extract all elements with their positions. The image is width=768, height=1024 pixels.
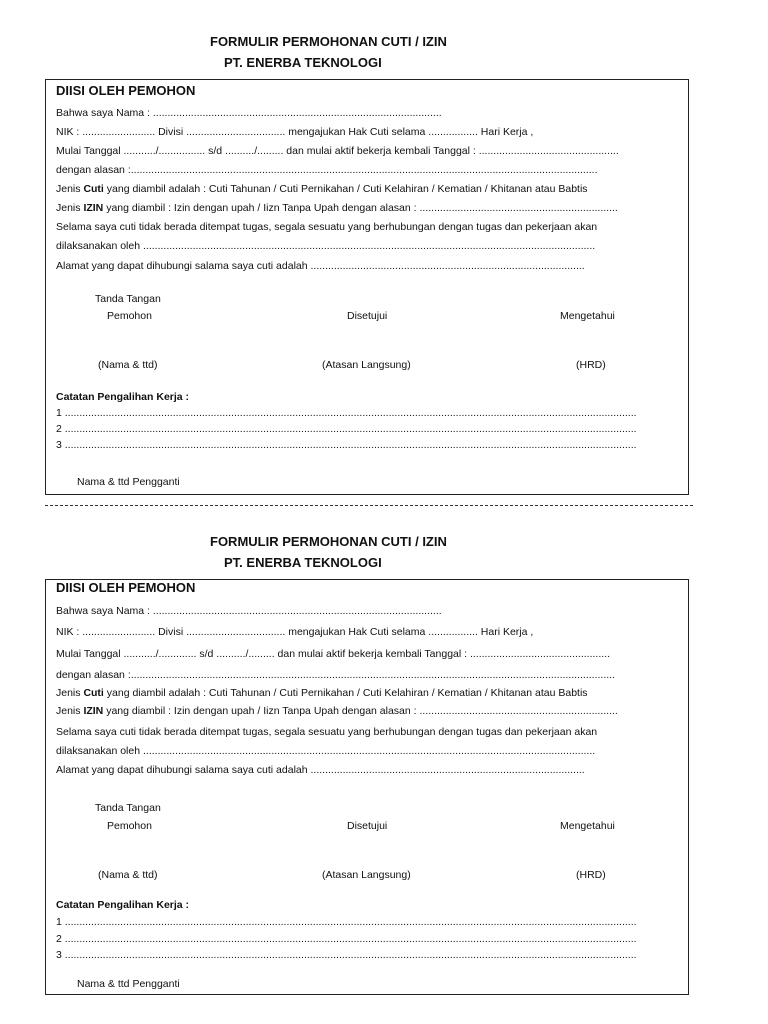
field-tanggal[interactable]: Mulai Tanggal .........../............. s/d ........../......... dan mulai aktif bekerja kembali Tanggal : ................................................ [56, 648, 610, 660]
jenis-cuti-options: yang diambil adalah : Cuti Tahunan / Cuti Pernikahan / Cuti Kelahiran / Kematian / Khitanan atau Babtis [103, 687, 588, 699]
sig-pemohon-label: Pemohon [107, 310, 152, 322]
jenis-cuti-prefix: Jenis [56, 687, 84, 699]
field-alamat[interactable]: Alamat yang dapat dihubungi salama saya cuti adalah .............................................................................................. [56, 764, 585, 776]
pengganti-signature[interactable]: Nama & ttd Pengganti [77, 978, 180, 990]
form-title: FORMULIR PERMOHONAN CUTI / IZIN [210, 34, 447, 49]
jenis-cuti-keyword: Cuti [83, 687, 104, 699]
field-nik-divisi-durasi[interactable]: NIK : ......................... Divisi .................................. mengajukan Hak Cuti selama ................. Hari Kerja , [56, 126, 534, 138]
field-dilaksanakan-oleh[interactable]: dilaksanakan oleh ........................................................................................................................................................... [56, 745, 596, 757]
sig-disetujui-label: Disetujui [347, 820, 388, 832]
jenis-izin-line [56, 202, 618, 215]
pengganti-signature[interactable]: Nama & ttd Pengganti [77, 476, 180, 488]
section-header: DIISI OLEH PEMOHON [56, 580, 196, 595]
catatan-line-3[interactable]: 3 .................................................................................................................................................................................................... [56, 949, 637, 961]
form-box [45, 79, 689, 495]
sig-tanda-tangan-label: Tanda Tangan [95, 802, 161, 814]
field-tanggal[interactable]: Mulai Tanggal .........../................ s/d ........../......... dan mulai aktif bekerja kembali Tanggal : ................................................ [56, 145, 619, 157]
catatan-line-1[interactable]: 1 .................................................................................................................................................................................................... [56, 916, 637, 928]
statement-selama: Selama saya cuti tidak berada ditempat tugas, segala sesuatu yang berhubungan dengan tugas dan pekerjaan akan [56, 221, 598, 233]
form-sheet-1 [0, 0, 768, 500]
jenis-cuti-options: yang diambil adalah : Cuti Tahunan / Cuti Pernikahan / Cuti Kelahiran / Kematian / Khitanan atau Babtis [103, 183, 588, 195]
jenis-cuti-prefix: Jenis [56, 183, 84, 195]
sig-atasan-langsung[interactable]: (Atasan Langsung) [322, 869, 411, 881]
statement-selama: Selama saya cuti tidak berada ditempat tugas, segala sesuatu yang berhubungan dengan tugas dan pekerjaan akan [56, 726, 598, 738]
field-alasan[interactable]: dengan alasan :................................................................................................................................................................ [56, 164, 598, 176]
company-name: PT. ENERBA TEKNOLOGI [224, 55, 382, 70]
field-nik-divisi-durasi[interactable]: NIK : ......................... Divisi .................................. mengajukan Hak Cuti selama ................. Hari Kerja , [56, 626, 534, 638]
jenis-cuti-line [56, 687, 588, 700]
sig-tanda-tangan-label: Tanda Tangan [95, 293, 161, 305]
catatan-label: Catatan Pengalihan Kerja : [56, 391, 190, 403]
field-dilaksanakan-oleh[interactable]: dilaksanakan oleh ........................................................................................................................................................... [56, 240, 596, 252]
field-nama[interactable]: Bahwa saya Nama : ................................................................................................... [56, 107, 442, 119]
jenis-izin-prefix: Jenis [56, 705, 84, 717]
form-title: FORMULIR PERMOHONAN CUTI / IZIN [210, 534, 447, 549]
field-alasan[interactable]: dengan alasan :...................................................................................................................................................................... [56, 669, 615, 681]
field-nama[interactable]: Bahwa saya Nama : ................................................................................................... [56, 605, 442, 617]
form-box [45, 579, 689, 995]
company-name: PT. ENERBA TEKNOLOGI [224, 555, 382, 570]
catatan-line-2[interactable]: 2 .................................................................................................................................................................................................... [56, 933, 637, 945]
jenis-izin-keyword: IZIN [83, 202, 104, 214]
catatan-label: Catatan Pengalihan Kerja : [56, 899, 190, 911]
jenis-cuti-line [56, 183, 588, 196]
jenis-izin-line [56, 705, 618, 718]
sig-hrd[interactable]: (HRD) [576, 869, 606, 881]
jenis-cuti-keyword: Cuti [83, 183, 104, 195]
catatan-line-2[interactable]: 2 .................................................................................................................................................................................................... [56, 423, 637, 435]
sig-disetujui-label: Disetujui [347, 310, 388, 322]
catatan-line-1[interactable]: 1 .................................................................................................................................................................................................... [56, 407, 637, 419]
sig-mengetahui-label: Mengetahui [560, 310, 615, 322]
field-alamat[interactable]: Alamat yang dapat dihubungi salama saya cuti adalah .............................................................................................. [56, 260, 585, 272]
sig-hrd[interactable]: (HRD) [576, 359, 606, 371]
sig-pemohon-label: Pemohon [107, 820, 152, 832]
form-sheet-2 [0, 500, 768, 1000]
jenis-izin-options: yang diambil : Izin dengan upah / Iizn Tanpa Upah dengan alasan : .................................................................... [103, 202, 618, 214]
catatan-line-3[interactable]: 3 .................................................................................................................................................................................................... [56, 439, 637, 451]
sig-nama-ttd[interactable]: (Nama & ttd) [98, 359, 158, 371]
sig-atasan-langsung[interactable]: (Atasan Langsung) [322, 359, 411, 371]
jenis-izin-keyword: IZIN [83, 705, 104, 717]
sig-mengetahui-label: Mengetahui [560, 820, 615, 832]
jenis-izin-prefix: Jenis [56, 202, 84, 214]
sig-nama-ttd[interactable]: (Nama & ttd) [98, 869, 158, 881]
jenis-izin-options: yang diambil : Izin dengan upah / Iizn Tanpa Upah dengan alasan : .................................................................... [103, 705, 618, 717]
section-header: DIISI OLEH PEMOHON [56, 83, 196, 98]
